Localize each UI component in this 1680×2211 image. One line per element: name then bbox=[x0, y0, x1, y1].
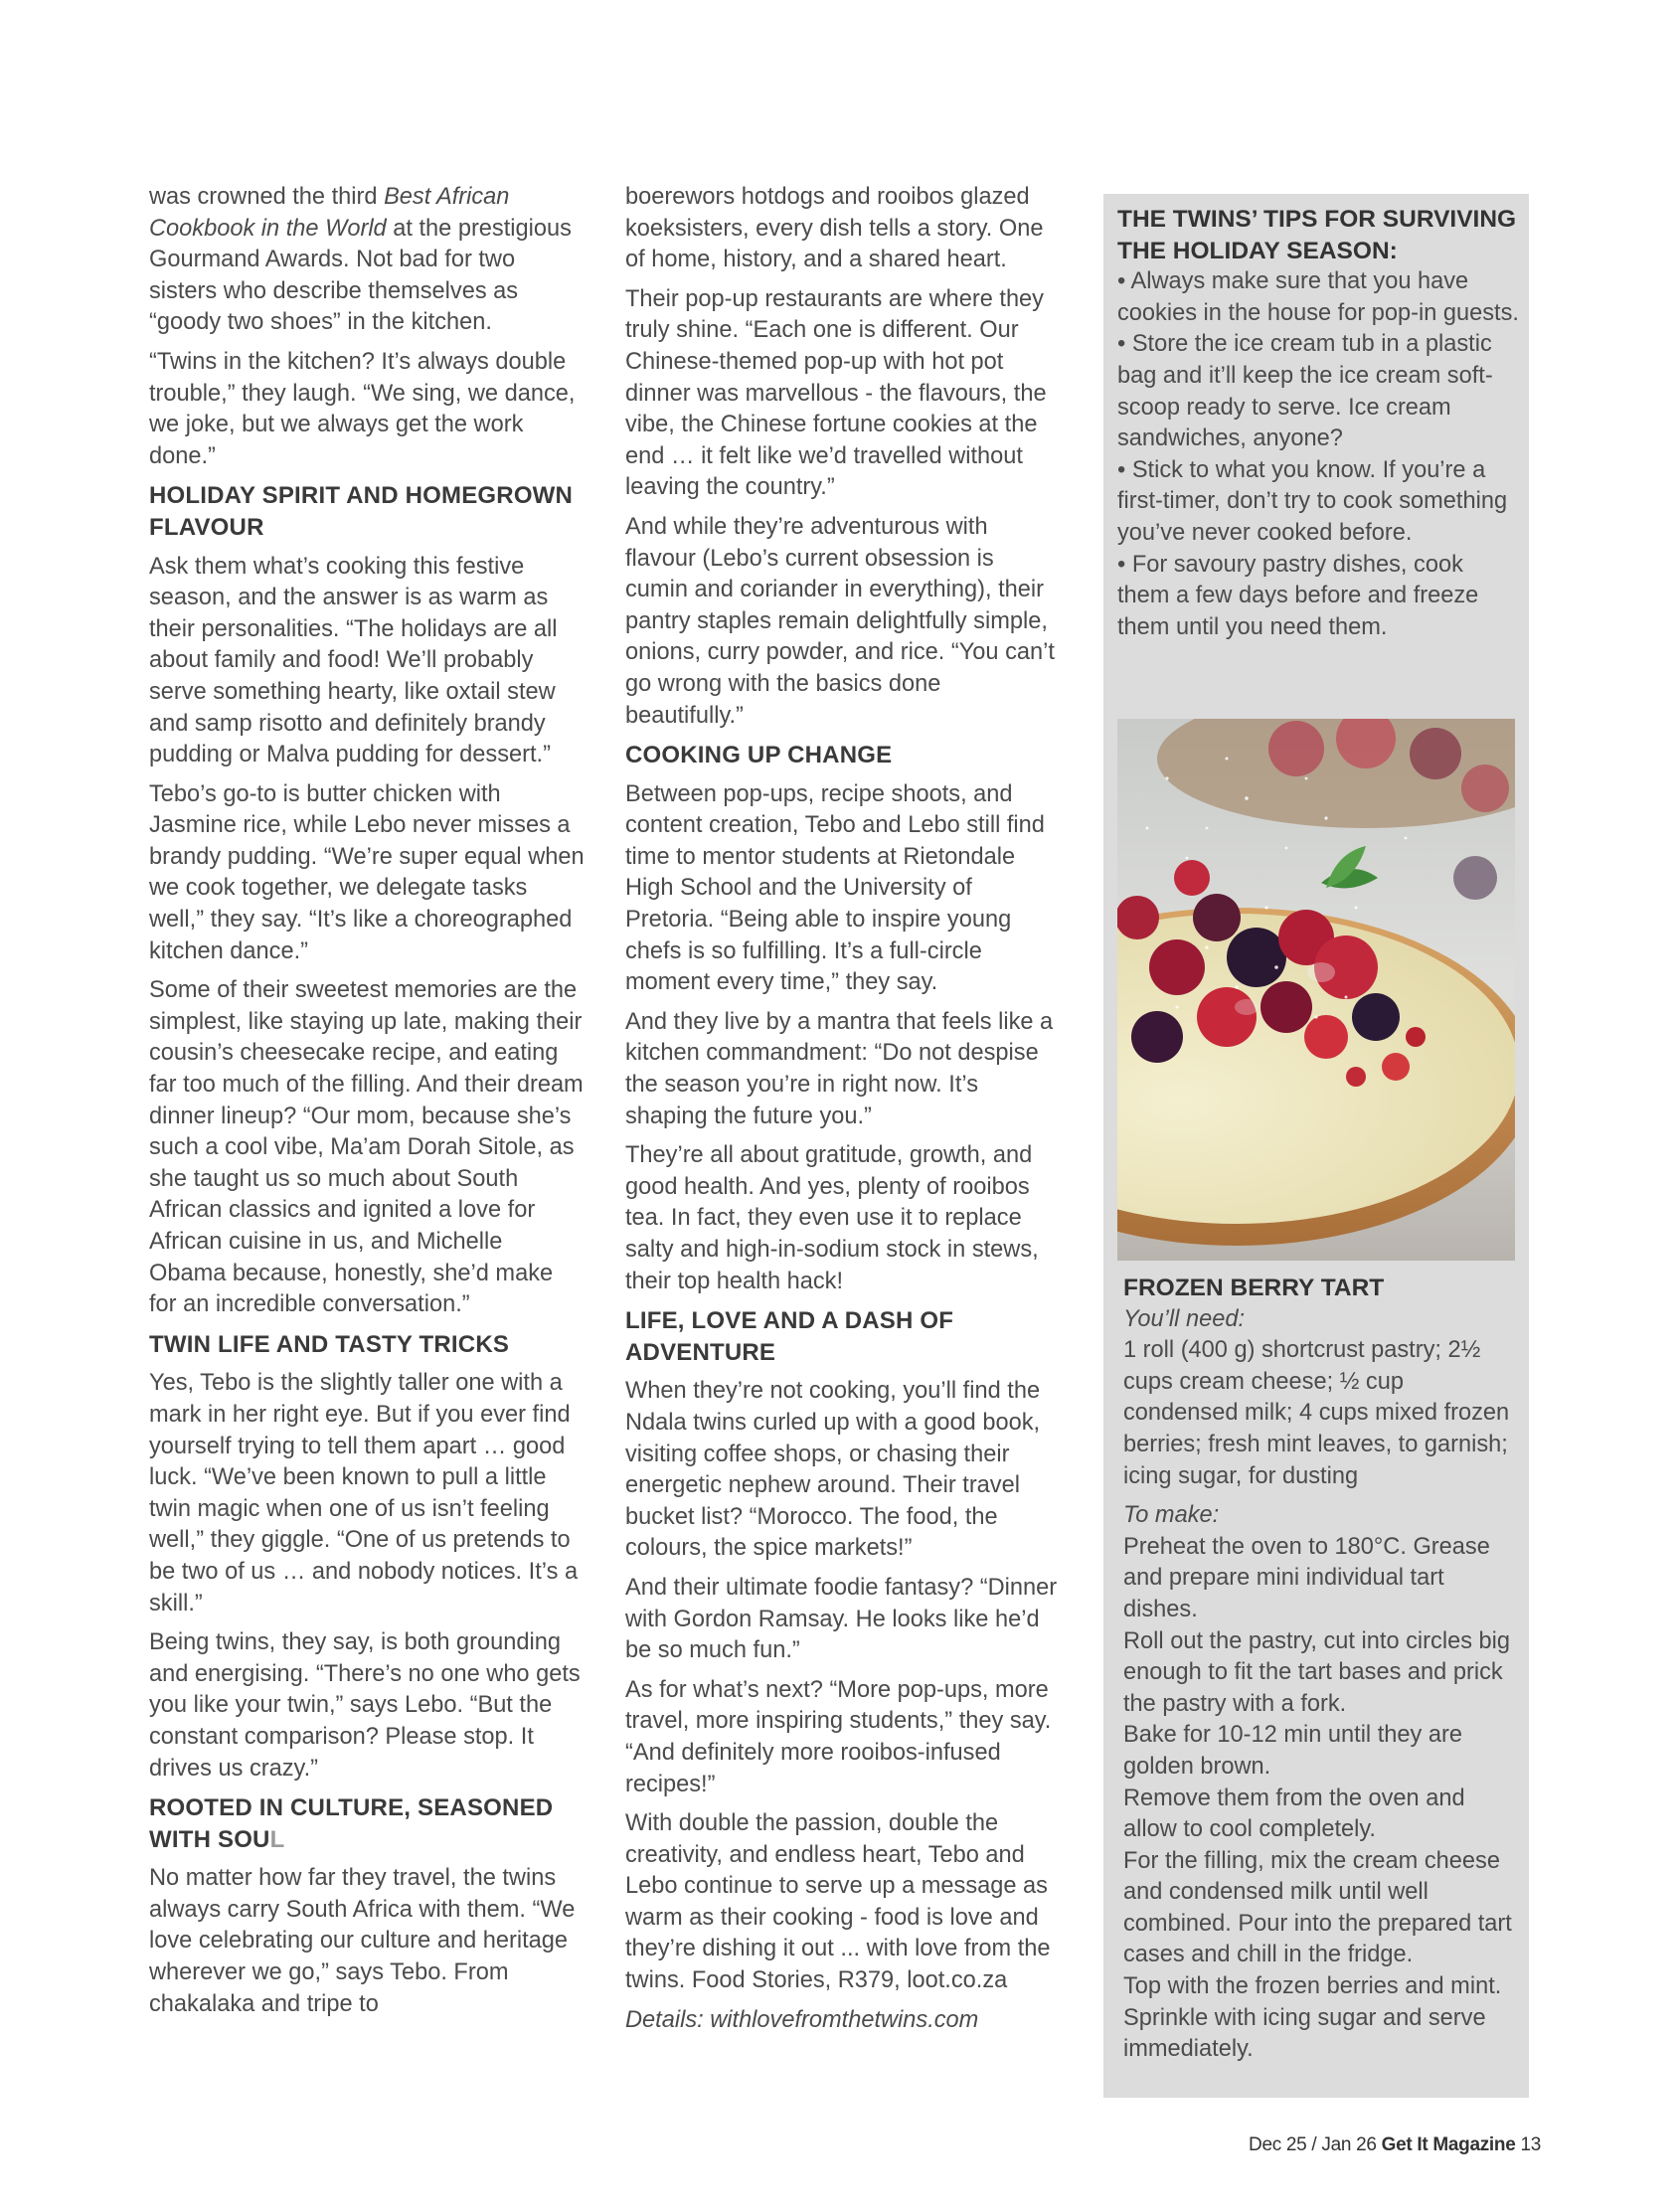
paragraph: With double the passion, double the creativity, and endless heart, Tebo and Lebo continue to serve up a message as warm as their cooking - food is love and they’re dishing it out ... with love from the twins. Food Stories, R379, loot.co.za bbox=[625, 1810, 1051, 1994]
paragraph: And they live by a mantra that feels like a kitchen commandment: “Do not despise the season you’re in right now. It’s shaping the future you.” bbox=[625, 1008, 1054, 1129]
tips-heading: THE TWINS’ TIPS FOR SURVIVING THE HOLIDAY SEASON: bbox=[1117, 206, 1517, 264]
method-step: Bake for 10-12 min until they are golden brown. bbox=[1123, 1722, 1462, 1780]
method-label: To make: bbox=[1123, 1502, 1220, 1529]
method-step: Roll out the pastry, cut into circles big enough to fit the tart bases and prick the pastry with a fork. bbox=[1123, 1627, 1511, 1717]
tip-item: • Stick to what you know. If you’re a first-timer, don’t try to cook something you’ve never cooked before. bbox=[1117, 456, 1508, 546]
heading-text: ROOTED IN CULTURE, SEASONED WITH SOU bbox=[149, 1794, 554, 1853]
article-column-2 bbox=[625, 182, 1061, 2044]
paragraph bbox=[149, 182, 585, 339]
issue-date: Dec 25 / Jan 26 bbox=[1249, 2134, 1377, 2155]
section-heading: HOLIDAY SPIRIT AND HOMEGROWN FLAVOUR bbox=[149, 482, 574, 541]
recipe-title: FROZEN BERRY TART bbox=[1123, 1275, 1385, 1301]
paragraph: “Twins in the kitchen? It’s always double trouble,” they laugh. “We sing, we dance, we joke, but we always get the work done.” bbox=[149, 348, 576, 469]
method-step: Top with the frozen berries and mint. bbox=[1123, 1973, 1502, 2000]
paragraph: When they’re not cooking, you’ll find the Ndala twins curled up with a good book, visiting coffee shops, or chasing their energetic nephew around. Their travel bucket list? “Morocco. The food, the colours, the spice markets!” bbox=[625, 1378, 1041, 1562]
paragraph-text: at the prestigious Gourmand Awards. Not bad for two sisters who describe themselves as “goody two shoes” in the kitchen. bbox=[149, 215, 572, 336]
paragraph: And while they’re adventurous with flavour (Lebo’s current obsession is cumin and coriander in everything), their pantry staples remain delightfully simple, onions, curry powder, and rice. “You can’t go wrong with the basics done beautifully.” bbox=[625, 513, 1055, 729]
paragraph: They’re all about gratitude, growth, and good health. And yes, plenty of rooibos tea. In fact, they even use it to replace salty and high-in-sodium stock in stews, their top health hack! bbox=[625, 1142, 1039, 1294]
section-heading: LIFE, LOVE AND A DASH OF ADVENTURE bbox=[625, 1307, 954, 1366]
paragraph-text: was crowned the third bbox=[149, 184, 385, 210]
frozen-berry-tart-recipe bbox=[1123, 1273, 1523, 2066]
paragraph: And their ultimate foodie fantasy? “Dinner with Gordon Ramsay. He looks like he’d be so much fun.” bbox=[625, 1574, 1058, 1664]
paragraph: Between pop-ups, recipe shoots, and content creation, Tebo and Lebo still find time to mentor students at Rietondale High School and the University of Pretoria. “Being able to inspire young chefs is so fulfilling. It’s a full-circle moment every time,” they say. bbox=[625, 780, 1045, 996]
tip-item: • Store the ice cream tub in a plastic bag and it’ll keep the ice cream soft-scoop ready to serve. Ice cream sandwiches, anyone? bbox=[1117, 331, 1493, 452]
ingredients-label: You’ll need: bbox=[1123, 1305, 1246, 1332]
paragraph: Their pop-up restaurants are where they truly shine. “Each one is different. Our Chinese-themed pop-up with hot pot dinner was marvellous - the flavours, the vibe, the Chinese fortune cookies at the end … it felt like we’d travelled without leaving the country.” bbox=[625, 285, 1047, 501]
method-step: Preheat the oven to 180°C. Grease and prepare mini individual tart dishes. bbox=[1123, 1533, 1490, 1622]
paragraph: Yes, Tebo is the slightly taller one with a mark in her right eye. But if you ever find yourself trying to tell them apart … good luck. “We’ve been known to pull a little twin magic when one of us isn’t feeling well,” they giggle. “One of us pretends to be two of us … and nobody notices. It’s a skill.” bbox=[149, 1370, 579, 1616]
holiday-tips bbox=[1117, 204, 1521, 643]
details-credit: Details: withlovefromthetwins.com bbox=[625, 2006, 979, 2033]
method-step: For the filling, mix the cream cheese and condensed milk until well combined. Pour into the prepared tart cases and chill in the fridge. bbox=[1123, 1847, 1512, 1968]
page-footer bbox=[1249, 2134, 1541, 2156]
paragraph: No matter how far they travel, the twins always carry South Africa with them. “We love celebrating our culture and heritage wherever we go,” says Tebo. From chakalaka and tripe to bbox=[149, 1865, 576, 2017]
method-step: Sprinkle with icing sugar and serve immediately. bbox=[1123, 2004, 1486, 2063]
paragraph: Some of their sweetest memories are the simplest, like staying up late, making their cousin’s cheesecake recipe, and eating far too much of the filling. And their dream dinner lineup? “Our mom, because she’s such a cool vibe, Ma’am Dorah Sitole, as she taught us so much about South African classics and ignited a love for African cuisine in us, and Michelle Obama because, honestly, she’d make for an incredible conversation.” bbox=[149, 977, 584, 1318]
ingredients-list: 1 roll (400 g) shortcrust pastry; 2½ cups cream cheese; ½ cup condensed milk; 4 cups mixed frozen berries; fresh mint leaves, to garnish; icing sugar, for dusting bbox=[1123, 1337, 1510, 1489]
paragraph: Being twins, they say, is both grounding and energising. “There’s no one who gets you like your twin,” says Lebo. “But the constant comparison? Please stop. It drives us crazy.” bbox=[149, 1629, 581, 1782]
award-title: Best African Cookbook in the World bbox=[149, 184, 510, 242]
paragraph: Ask them what’s cooking this festive season, and the answer is as warm as their personalities. “The holidays are all about family and food! We’ll probably serve something hearty, like oxtail stew and samp risotto and definitely brandy pudding or Malva pudding for dessert.” bbox=[149, 553, 558, 768]
paragraph: Tebo’s go-to is butter chicken with Jasmine rice, while Lebo never misses a brandy pudding. “We’re super equal when we cook together, we delegate tasks well,” they say. “It’s like a choreographed kitchen dance.” bbox=[149, 780, 585, 964]
tip-item: • For savoury pastry dishes, cook them a few days before and freeze them until you need them. bbox=[1117, 551, 1479, 640]
method-step: Remove them from the oven and allow to cool completely. bbox=[1123, 1785, 1465, 1843]
paragraph: boerewors hotdogs and rooibos glazed koeksisters, every dish tells a story. One of home, history, and a shared heart. bbox=[625, 184, 1044, 273]
paragraph: As for what’s next? “More pop-ups, more travel, more inspiring students,” they say. “And definitely more rooibos-infused recipes!” bbox=[625, 1676, 1052, 1797]
page-number: 13 bbox=[1520, 2134, 1541, 2155]
tip-item: • Always make sure that you have cookies in the house for pop-in guests. bbox=[1117, 268, 1519, 326]
article-column-1 bbox=[149, 182, 585, 2028]
sidebar-panel bbox=[1103, 194, 1529, 2098]
section-heading bbox=[149, 1792, 585, 1855]
section-heading: COOKING UP CHANGE bbox=[625, 742, 893, 769]
magazine-name: Get It Magazine bbox=[1381, 2134, 1516, 2155]
berry-tart-illustration bbox=[1117, 719, 1515, 1261]
heading-text-faint: L bbox=[269, 1825, 285, 1853]
section-heading: TWIN LIFE AND TASTY TRICKS bbox=[149, 1330, 510, 1358]
berry-tart-photo bbox=[1117, 719, 1515, 1261]
